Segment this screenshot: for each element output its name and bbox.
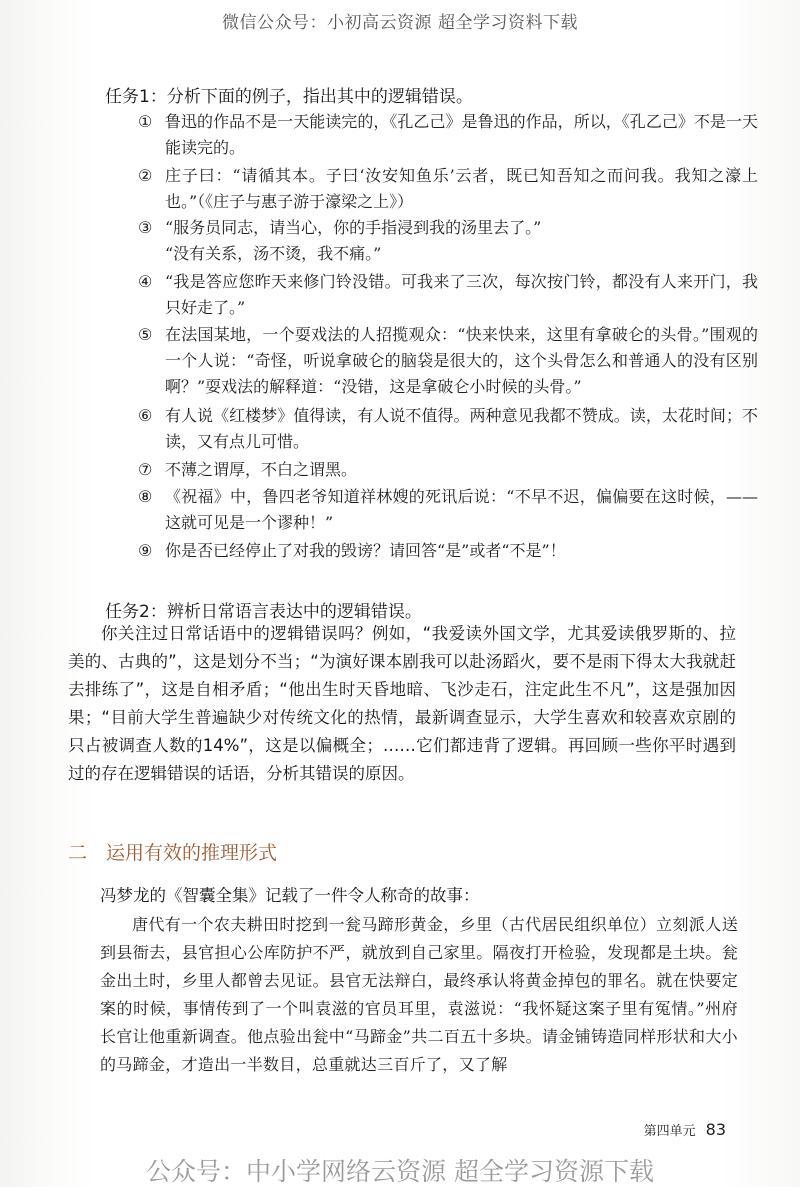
task1-item-8 (138, 484, 758, 536)
page-number: 83 (705, 1120, 726, 1139)
item-text: 鲁迅的作品不是一天能读完的，《孔乙己》是鲁迅的作品，所以，《孔乙己》不是一天能读完的。 (165, 112, 758, 157)
item-number: ⑨ (138, 541, 153, 560)
item-number: ⑤ (138, 325, 153, 344)
item-text: 不薄之谓厚，不白之谓黑。 (165, 460, 358, 479)
page-footer (644, 1120, 726, 1139)
task2-paragraph: 你关注过日常话语中的逻辑错误吗？例如，“我爱读外国文学，尤其爱读俄罗斯的、拉美的、古典的”，这是划分不当；“为演好课本剧我可以赴汤蹈火，要不是雨下得太大我就赶去排练了”，这是自相矛盾；“他出生时天昏地暗、飞沙走石，注定此生不凡”，这是强加因果；“目前大学生普遍缺少对传统文化的热情，最新调查显示，大学生喜欢和较喜欢京剧的只占被调查人数的14%”，这是以偏概全；……它们都违背了逻辑。再回顾一些你平时遇到过的存在逻辑错误的话语，分析其错误的原因。 (68, 624, 736, 783)
task1-item-3 (138, 215, 758, 267)
item-text-line2: “没有关系，汤不烫，我不痛。” (165, 244, 382, 263)
item-number: ④ (138, 272, 153, 291)
story-text: 唐代有一个农夫耕田时挖到一瓮马蹄形黄金，乡里（古代居民组织单位）立刻派人送到县衙去，县官担心公库防护不严，就放到自己家里。隔夜打开检验，发现都是土块。瓮金出土时，乡里人都曾去见证。县官无法辩白，最终承认将黄金掉包的罪名。就在快要定案的时候，事情传到了一个叫袁滋的官员耳里，袁滋说：“我怀疑这案子里有冤情。”州府长官让他重新调查。他点验出瓮中“马蹄金”共二百五十多块。请金铺铸造同样形状和大小的马蹄金，才造出一半数目，总重就达三百斤了，又了解 (100, 915, 738, 1074)
task1-item-1 (138, 109, 758, 161)
item-text: 庄子曰：“请循其本。子曰‘汝安知鱼乐’云者，既已知吾知之而问我。我知之濠上也。”（《庄子与惠子游于濠梁之上》） (165, 166, 758, 211)
top-watermark: 微信公众号：小初高云资源 超全学习资料下载 (222, 13, 578, 33)
task1-title: 任务1：分析下面的例子，指出其中的逻辑错误。 (105, 87, 473, 107)
task1-item-5 (138, 322, 758, 400)
task1-item-2 (138, 163, 758, 215)
story-intro: 冯梦龙的《智囊全集》记载了一件令人称奇的故事： (100, 886, 480, 905)
task1-item-4 (138, 269, 758, 321)
item-number: ② (138, 166, 153, 185)
item-number: ⑥ (138, 406, 153, 425)
task1-item-7 (138, 457, 758, 483)
item-number: ③ (138, 218, 153, 237)
item-number: ① (138, 112, 153, 131)
task1-item-9 (138, 538, 758, 564)
section-title: 运用有效的推理形式 (106, 842, 278, 864)
task2-title: 任务2：辨析日常语言表达中的逻辑错误。 (105, 602, 422, 622)
item-text-line1: “服务员同志，请当心，你的手指浸到我的汤里去了。” (165, 218, 542, 237)
item-text: 你是否已经停止了对我的毁谤？请回答“是”或者“不是”！ (165, 541, 566, 560)
section-number: 二 (68, 842, 88, 864)
item-text: 《祝福》中，鲁四老爷知道祥林嫂的死讯后说：“不早不迟，偏偏要在这时候，——这就可见是一个谬种！” (165, 487, 758, 532)
item-text: 在法国某地，一个耍戏法的人招揽观众：“快来快来，这里有拿破仑的头骨。”围观的一个人说：“奇怪，听说拿破仑的脑袋是很大的，这个头骨怎么和普通人的没有区别啊？”耍戏法的解释道：“没错，这是拿破仑小时候的头骨。” (165, 325, 758, 396)
unit-label: 第四单元 (643, 1124, 696, 1139)
task1-item-6 (138, 403, 758, 455)
bottom-watermark: 公众号：中小学网络云资源 超全学习资源下载 (146, 1157, 654, 1186)
item-text: “我是答应您昨天来修门铃没错。可我来了三次，每次按门铃，都没有人来开门，我只好走了。” (165, 272, 758, 317)
item-number: ⑦ (138, 460, 153, 479)
section-heading (68, 838, 277, 865)
item-text: 有人说《红楼梦》值得读，有人说不值得。两种意见我都不赞成。读，太花时间；不读，又有点儿可惜。 (165, 406, 758, 451)
item-number: ⑧ (138, 487, 153, 506)
